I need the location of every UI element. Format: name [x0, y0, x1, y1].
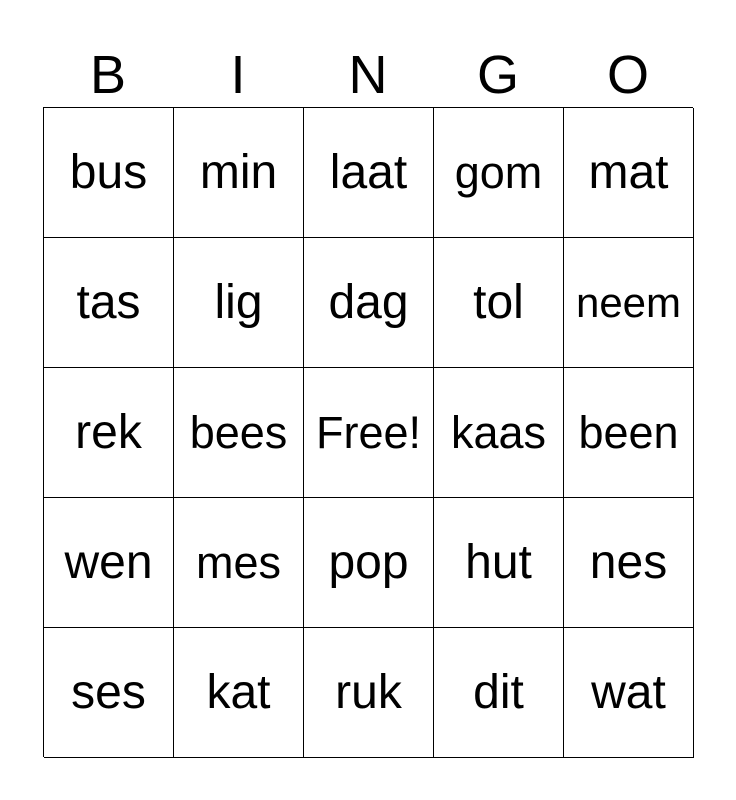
- bingo-header: [43, 42, 693, 108]
- bingo-cell[interactable]: wen: [44, 498, 174, 628]
- bingo-board: [43, 107, 693, 757]
- bingo-cell[interactable]: dag: [304, 238, 434, 368]
- bingo-cell[interactable]: rek: [44, 368, 174, 498]
- bingo-cell[interactable]: ruk: [304, 628, 434, 758]
- bingo-cell[interactable]: mes: [174, 498, 304, 628]
- bingo-cell[interactable]: min: [174, 108, 304, 238]
- free-space-cell[interactable]: Free!: [304, 368, 434, 498]
- bingo-cell[interactable]: neem: [564, 238, 694, 368]
- header-letter-i: I: [230, 45, 246, 105]
- bingo-cell[interactable]: bus: [44, 108, 174, 238]
- bingo-cell[interactable]: ses: [44, 628, 174, 758]
- header-letter-b: B: [89, 45, 127, 105]
- bingo-cell[interactable]: hut: [434, 498, 564, 628]
- bingo-cell[interactable]: kat: [174, 628, 304, 758]
- bingo-cell[interactable]: been: [564, 368, 694, 498]
- bingo-cell[interactable]: mat: [564, 108, 694, 238]
- header-letter-g: G: [476, 45, 519, 105]
- bingo-cell[interactable]: laat: [304, 108, 434, 238]
- bingo-cell[interactable]: tas: [44, 238, 174, 368]
- bingo-cell[interactable]: wat: [564, 628, 694, 758]
- bingo-cell[interactable]: gom: [434, 108, 564, 238]
- header-letter-o: O: [606, 45, 649, 105]
- bingo-cell[interactable]: tol: [434, 238, 564, 368]
- bingo-cell[interactable]: kaas: [434, 368, 564, 498]
- bingo-cell[interactable]: lig: [174, 238, 304, 368]
- header-letter-n: N: [348, 45, 388, 105]
- bingo-cell[interactable]: nes: [564, 498, 694, 628]
- bingo-cell[interactable]: bees: [174, 368, 304, 498]
- bingo-cell[interactable]: pop: [304, 498, 434, 628]
- bingo-cell[interactable]: dit: [434, 628, 564, 758]
